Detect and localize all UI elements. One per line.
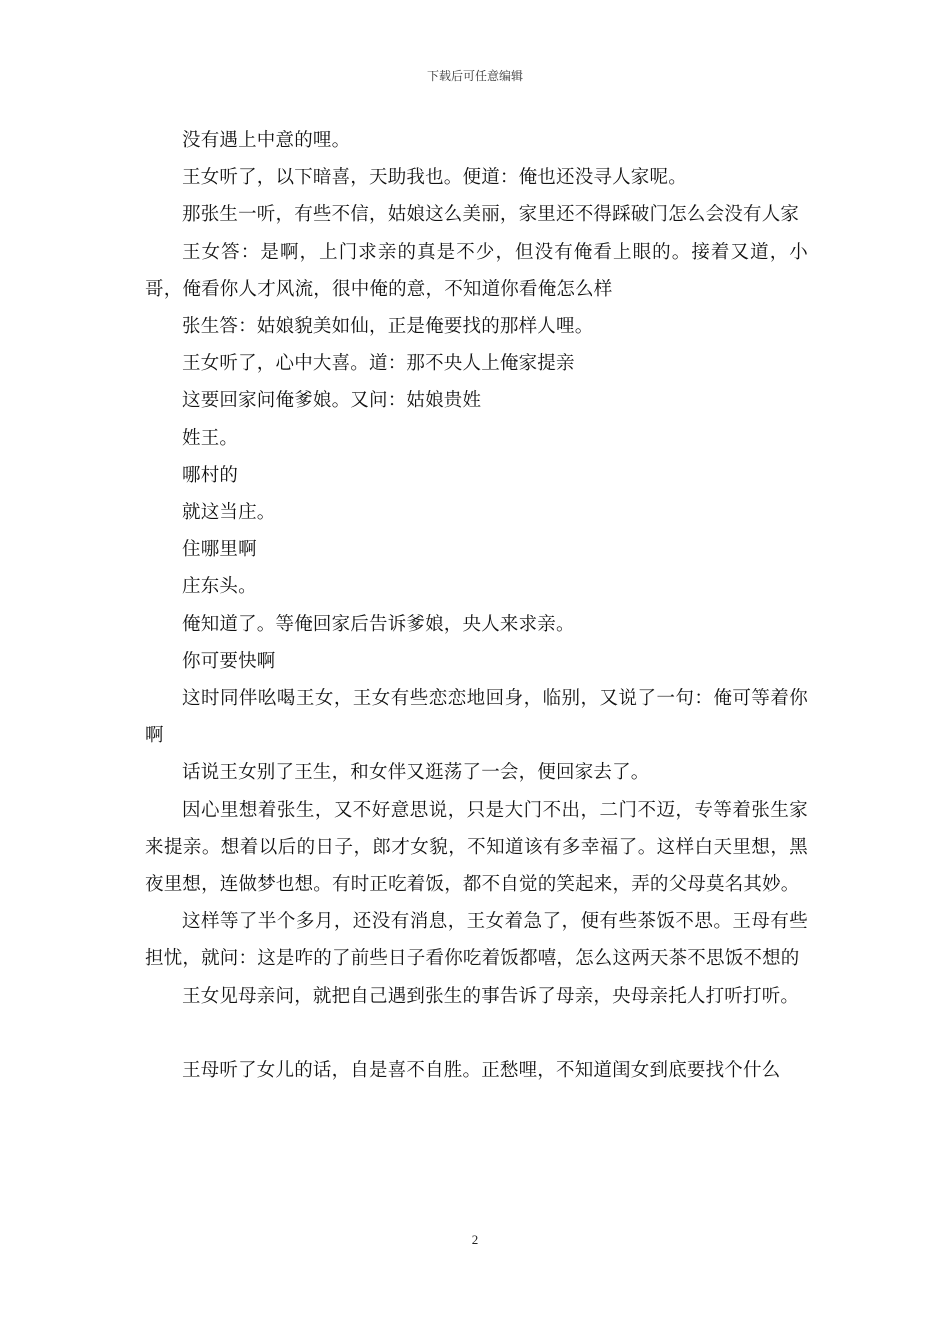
paragraph: 你可要快啊	[182, 650, 276, 672]
paragraph: 就这当庄。	[182, 502, 276, 524]
paragraph: 这要回家问俺爹娘。又问：姑娘贵姓	[182, 390, 482, 412]
document-body	[145, 122, 808, 1089]
paragraph: 没有遇上中意的哩。	[182, 130, 351, 151]
paragraph: 姓王。	[182, 427, 239, 449]
paragraph: 住哪里啊	[182, 539, 257, 561]
paragraph: 王女见母亲问，就把自己遇到张生的事告诉了母亲，央母亲托人打听打听。	[182, 985, 800, 1007]
paragraph: 王女答：是啊，上门求亲的真是不少，但没有俺看上眼的。接着又道，小哥，俺看你人才风流，很中俺的意，不知道你看俺怎么样	[145, 241, 808, 300]
blank-line	[145, 1015, 808, 1052]
paragraph: 庄东头。	[182, 576, 257, 598]
paragraph: 这样等了半个多月，还没有消息，王女着急了，便有些茶饭不思。王母有些担忧，就问：这是咋的了前些日子看你吃着饭都嘻，怎么这两天茶不思饭不想的	[145, 911, 808, 970]
paragraph: 王母听了女儿的话，自是喜不自胜。正愁哩，不知道闺女到底要找个什么	[182, 1059, 781, 1081]
paragraph: 那张生一听，有些不信，姑娘这么美丽，家里还不得踩破门怎么会没有人家	[182, 204, 800, 226]
paragraph: 这时同伴吆喝王女，王女有些恋恋地回身，临别，又说了一句：俺可等着你啊	[145, 688, 808, 747]
paragraph: 哪村的	[182, 464, 239, 486]
paragraph: 因心里想着张生，又不好意思说，只是大门不出，二门不迈，专等着张生家来提亲。想着以后的日子，郎才女貌，不知道该有多幸福了。这样白天里想，黑夜里想，连做梦也想。有时正吃着饭，都不自觉的笑起来，弄的父母莫名其妙。	[145, 799, 808, 896]
paragraph: 俺知道了。等俺回家后告诉爹娘，央人来求亲。	[182, 613, 575, 635]
paragraph: 话说王女别了王生，和女伴又逛荡了一会，便回家去了。	[182, 762, 650, 784]
paragraph: 张生答：姑娘貌美如仙，正是俺要找的那样人哩。	[182, 316, 594, 338]
page-header: 下载后可任意编辑	[426, 69, 523, 83]
page-number: 2	[471, 1232, 479, 1247]
paragraph: 王女听了，心中大喜。道：那不央人上俺家提亲	[182, 353, 575, 375]
paragraph: 王女听了，以下暗喜，天助我也。便道：俺也还没寻人家呢。	[182, 167, 687, 189]
